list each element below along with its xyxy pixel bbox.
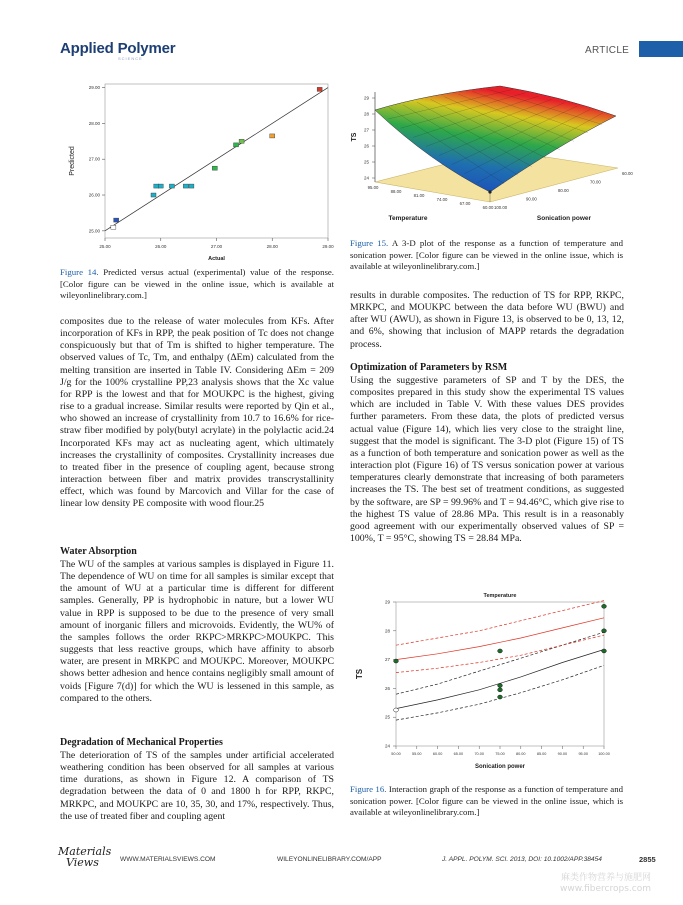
watermark-line-1: 麻类作物营养与施肥网 [560,873,651,883]
fig16-x-tick-label: 65.00 [453,752,464,756]
fig14-data-point [234,143,239,147]
fig16-x-tick-label: 55.00 [412,752,422,756]
fig16-data-point [498,684,503,688]
figure-15-caption [350,238,623,273]
journal-name: Applied Polymer [60,40,176,57]
fig14-x-tick-label: 28.00 [266,244,278,249]
fig15-sonication-tick-label: 100.00 [494,205,508,210]
fig15-temperature-tick-label: 74.00 [436,197,448,202]
heading-rsm: Optimization of Parameters by RSM [350,362,508,373]
figure-14-chart [60,78,338,262]
figure-16-caption-text: Interaction graph of the response as a function of temperature and sonication power. [Color figure can be viewed in the online issue, which is available at wileyonlinelibrary.com.] [350,784,624,818]
figure-14-caption-text: Predicted versus actual (experimental) value of the response. [Color figure can be viewed in the online issue, which is available at wileyonlinelibrary.com.] [60,267,334,301]
fig14-data-point [151,193,156,197]
fig16-x-tick-label: 100.00 [598,752,610,756]
fig15-z-axis-label: TS [351,132,358,142]
fig15-z-tick-label: 24 [363,175,369,181]
fig15-temperature-tick-label: 67.00 [459,201,471,206]
fig14-y-tick-label: 26.00 [88,192,100,198]
fig16-series-line [396,618,604,660]
left-paragraph-2: The WU of the samples at various samples is displayed in Figure 11. The dependence of WU on time for all samples is similar except that the amount of WU at a particular time is different for different samples. Generally, PP is hydrophobic in nature, but a lower WU value in RPP is supposed to be due to the presence of very small amount of inorganic fillers and microvoids. Evidently, the WU% of the samples follows the order RKPC>MRKPC>MOUKPC. This suggests that less reactive groups, which have affinity to absorb water, are present in MRKPC and MOUKPC. Moreover, MOUKPC shows better adhesion and hence contains negligibly small amount of voids [Figure 7(d)] for which the WU is lessened in this sample, as compared to the others. [60,559,334,704]
materials-views-logo [58,846,111,868]
fig14-x-tick-label: 25.00 [99,244,111,249]
fig16-data-point [498,695,503,699]
header-accent-bar [639,41,683,57]
heading-water-absorption: Water Absorption [60,546,137,557]
fig16-plot-frame [396,602,604,746]
fig14-y-tick-label: 28.00 [88,120,100,126]
right-column [350,290,624,573]
fig14-y-axis-label: Predicted [69,146,76,176]
journal-subtitle: SCIENCE [118,56,143,61]
fig14-y-tick-label: 27.00 [88,156,100,162]
right-paragraph-2: Using the suggestive parameters of SP and T by the DES, the composites prepared in this study show the experimental TS values which are included in Table V. With these values DES provides further parameters. From these data, the plots of predicted versus actual value (Figure 14), which lies very close to the straight line, suggest that the model is significant. The 3-D plot (Figure 15) of TS as a function of both temperature and sonication power as well as the interaction plot (Figure 16) of TS versus sonication power at various temperatures clearly demonstrate that increasing of both parameters increases the TS. The best set of treatment conditions, as suggested by the software, are SP = 99.96% and T = 94.46°C, which give rise to the highest TS value of 28.86 MPa. This result is in a reasonably good agreement with our experimentally observed values of SP = 100%, T = 95°C, showing TS = 28.84 MPa. [350,375,624,545]
fig16-y-tick-label: 28 [384,628,390,634]
fig16-y-tick-label: 29 [384,599,390,605]
fig16-x-tick-label: 50.00 [391,752,401,756]
fig16-y-tick-label: 25 [384,714,390,720]
figure-15-caption-text: A 3-D plot of the response as a function of temperature and sonication power. [Color figure can be viewed in the online issue, which is available at wileyonlinelibrary.com.] [350,238,623,272]
fig16-x-tick-label: 85.00 [536,752,547,756]
fig16-x-tick-label: 70.00 [474,752,484,756]
fig14-data-point [154,184,159,188]
fig14-x-tick-label: 29.00 [322,244,334,249]
fig14-data-point [317,87,322,91]
fig16-y-tick-label: 24 [384,743,390,749]
figure-15-label: Figure 15. [350,238,389,248]
fig14-reference-line [105,88,328,231]
fig14-x-tick-label: 27.00 [210,244,223,249]
fig15-temperature-tick-label: 95.00 [367,185,379,190]
fig14-data-point [111,225,116,229]
fig16-series-line [396,635,604,673]
fig16-x-tick-label: 75.00 [495,752,505,756]
fig16-series-line [396,650,604,709]
figure-16-chart [350,588,624,778]
figure-14-caption [60,267,334,302]
fig14-data-point [270,134,275,138]
fig16-data-point [602,604,607,608]
fig15-z-tick-label: 26 [363,143,369,149]
fig15-z-tick-label: 28 [363,111,369,117]
fig14-data-point [169,184,174,188]
fig15-design-point [488,190,491,193]
fig15-temperature-tick-label: 81.00 [413,193,425,198]
fig16-x-tick-label: 90.00 [557,752,568,756]
footer-url-materialsviews[interactable]: WWW.MATERIALSVIEWS.COM [120,856,216,863]
fig16-data-point [498,649,503,653]
left-column [60,316,334,836]
fig15-temperature-tick-label: 60.00 [482,205,494,210]
page-number: 2855 [639,855,656,864]
fig16-title: Temperature [483,593,517,599]
fig16-y-axis-label: TS [355,668,364,680]
fig14-data-point [239,139,244,143]
figure-15-chart [350,82,633,230]
left-paragraph-3: The deterioration of TS of the samples under artificial accelerated weathering condition has been observed for all samples at various time durations, as shown in Figure 12. A comparison of TS degradation between the data of 0 and 1800 h for RPP, RKPC, MRKPC, and MOUKPC are 10, 35, 30, and 17%, respectively. Thus, the use of treated fiber and coupling agent [60,750,334,822]
figure-14-label: Figure 14. [60,267,99,277]
fig14-y-tick-label: 29.00 [88,85,100,91]
footer-url-wiley[interactable]: WILEYONLINELIBRARY.COM/APP [277,856,382,863]
fig16-data-point [394,659,399,663]
logo-line-1: Materials [58,845,112,858]
fig15-sonication-tick-label: 80.00 [558,188,569,193]
fig16-series-line [396,601,604,646]
left-paragraph-1: composites due to the release of water molecules from KFs. After incorporation of KFs in RPP, the peak position of Tc does not change conspicuously but that of Tm is shifted to higher temperature. The observed values of Tc, Tm, and enthalpy (ΔEm) calculated from the melting transition are inserted in Table IV. Considering ΔEm = 209 J/g for the 100% crystalline PP,23 analysis shows that the Xc value for RPP is the lowest and that for MOUKPC is the highest, giving rise to a gradual increase. Similar results were reported by Qin et al., who showed an increase of crystallinity from 10.7 to 16.6% for rice-straw fiber modified by poly(butyl acrylate) in the polylactic acid.24 Incorporated KFs may act as nucleating agent, which ultimately increases the crystallinity of composites. Crystallinity increases due to treated fiber in the presence of coupling agent, because strong interaction between fiber and matrix provides transcrystallinity effect, which was found by Marcovich and Villar for the case of linear low density PE composite with wood flour.25 [60,316,334,510]
fig16-x-tick-label: 60.00 [432,752,443,756]
fig15-sonication-axis-label: Sonication power [536,215,592,222]
fig14-plot-frame [105,84,328,238]
fig14-x-tick-label: 26.00 [155,244,167,249]
fig15-z-tick-label: 25 [363,159,369,165]
logo-line-2: Views [66,856,99,869]
fig15-sonication-tick-label: 60.00 [622,171,633,176]
fig16-x-tick-label: 95.00 [578,752,588,756]
fig16-data-point [602,649,607,653]
fig16-x-axis-label: Sonication power [474,764,526,770]
fig16-data-point [602,629,607,633]
fig15-sonication-tick-label: 70.00 [590,179,601,185]
fig15-sonication-tick-label: 90.00 [526,196,537,202]
fig14-data-point [189,184,194,188]
footer-citation: J. APPL. POLYM. SCI. 2013, DOI: 10.1002/APP.38454 [442,856,602,863]
figure-16-label: Figure 16. [350,784,387,794]
fig14-data-point [114,218,119,222]
figure-16-caption [350,784,623,819]
fig14-y-tick-label: 25.00 [88,228,100,234]
fig15-temperature-axis-label: Temperature [388,215,428,222]
fig16-y-tick-label: 26 [384,685,390,691]
section-label: ARTICLE [585,45,630,56]
fig15-z-tick-label: 29 [363,95,369,101]
fig14-data-point [183,184,188,188]
fig15-z-tick-label: 27 [363,127,369,133]
heading-degradation: Degradation of Mechanical Properties [60,737,223,748]
fig14-data-point [212,166,217,170]
fig16-x-tick-label: 80.00 [516,752,526,756]
fig16-data-point [498,688,503,692]
fig16-series-line [396,665,604,720]
fig14-data-point [158,184,163,188]
fig15-temperature-tick-label: 88.00 [390,189,402,194]
fig14-x-axis-label: Actual [208,256,225,262]
fig16-data-point [394,708,399,712]
fig16-y-tick-label: 27 [384,657,390,663]
watermark-line-2: www.fibercrops.com [560,884,651,894]
right-paragraph-1: results in durable composites. The reduction of TS for RPP, RKPC, MRKPC, and MOUKPC between the data before WU (BWU) and after WU (AWU), as shown in Figure 13, is observed to be 0, 13, 12, and 6%, showing that inclusion of MAPP retards the degradation process. [350,290,624,350]
watermark [560,873,651,895]
